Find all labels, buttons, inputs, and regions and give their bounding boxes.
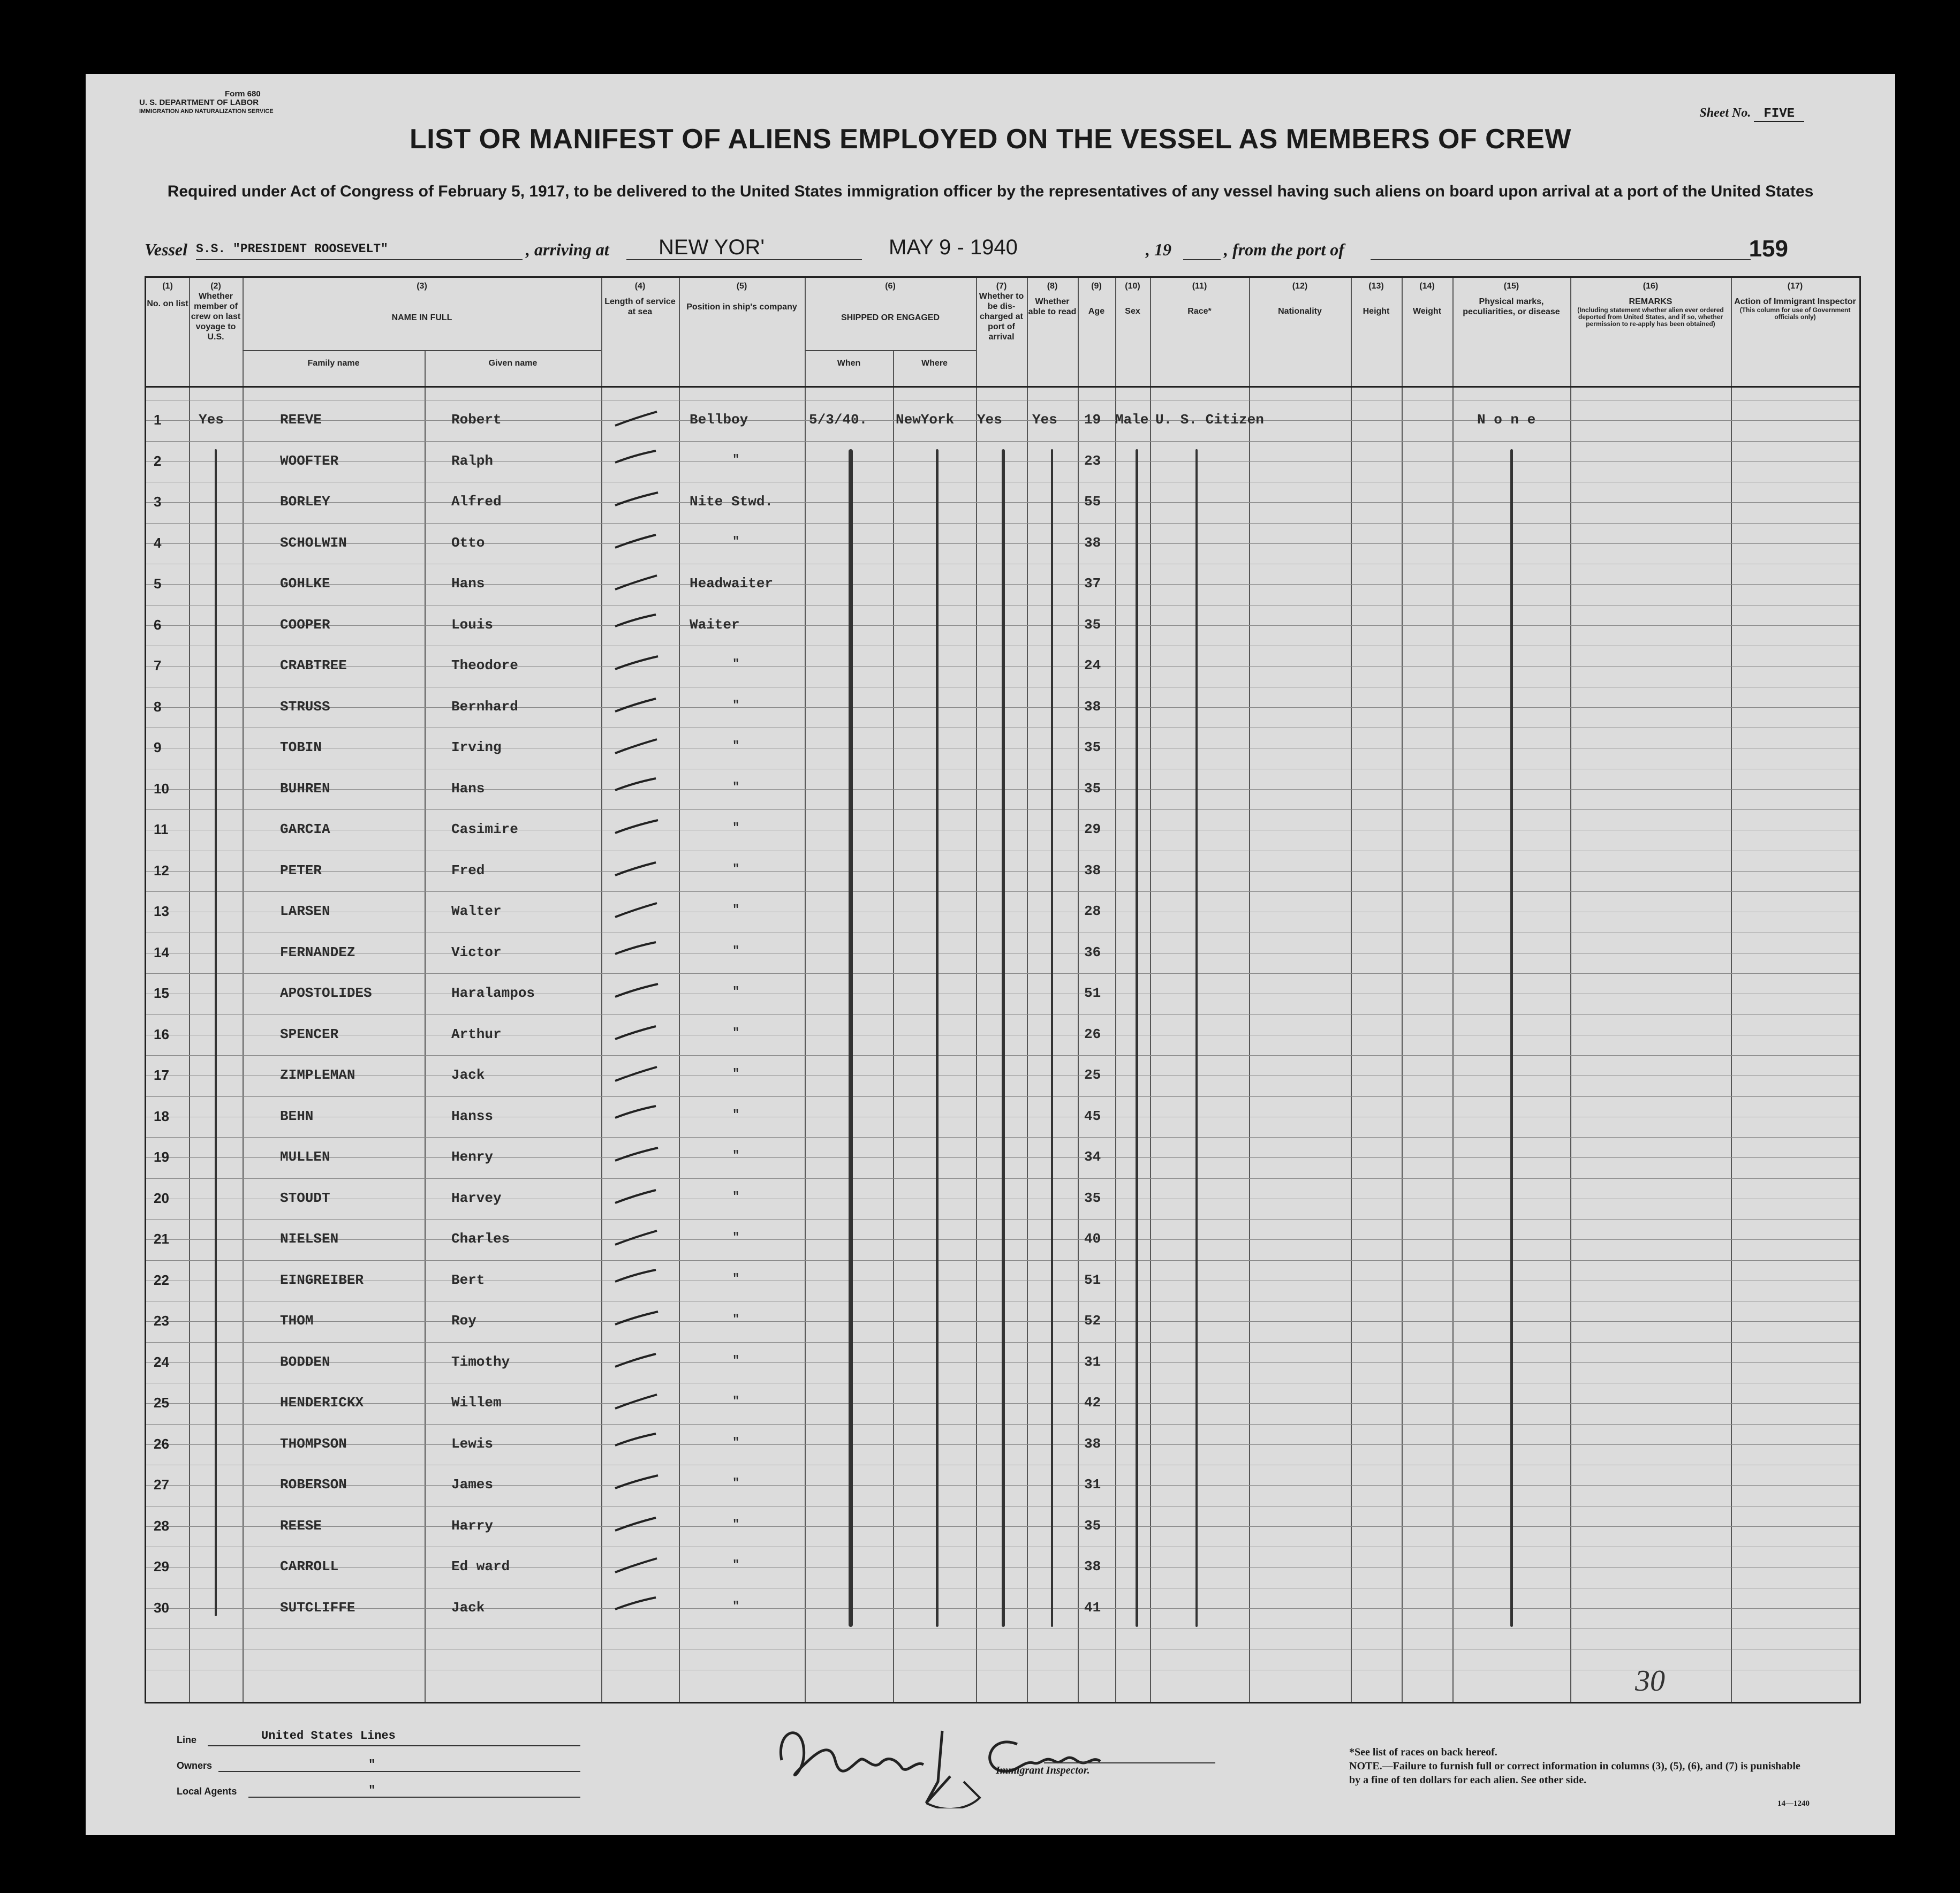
ditto-line-member: [215, 449, 217, 1616]
age: 52: [1084, 1313, 1101, 1329]
position: Bellboy: [690, 412, 748, 428]
position: ": [732, 780, 740, 794]
position: ": [732, 657, 740, 671]
service-pen-stroke: [613, 564, 667, 601]
member-last-voyage: Yes: [199, 412, 224, 428]
col1-header: (1) No. on list: [147, 282, 188, 308]
age: 35: [1084, 1190, 1101, 1206]
inspector-signature: [766, 1701, 1172, 1808]
ditto-line-where: [936, 449, 939, 1627]
given-name-header: Given name: [488, 359, 538, 368]
family-name: BEHN: [280, 1108, 314, 1124]
age: 51: [1084, 985, 1101, 1001]
position: Nite Stwd.: [690, 494, 774, 510]
form-number: Form 680: [225, 89, 261, 99]
ditto-line-when: [849, 449, 853, 1627]
given-name: Harvey: [451, 1190, 502, 1206]
family-name: TOBIN: [280, 739, 322, 755]
row-number: 17: [154, 1067, 169, 1083]
age: 31: [1084, 1476, 1101, 1493]
row-number: 21: [154, 1231, 169, 1247]
department-name: U. S. DEPARTMENT OF LABOR: [139, 98, 259, 107]
header-bottom-rule: [146, 386, 1859, 388]
position: ": [732, 944, 740, 958]
shipped-where: NewYork: [896, 412, 955, 428]
family-name: EINGREIBER: [280, 1271, 364, 1288]
family-name: ZIMPLEMAN: [280, 1067, 355, 1083]
given-name: Louis: [451, 616, 494, 633]
row-number: 7: [154, 657, 162, 673]
given-name: Victor: [451, 944, 502, 960]
ditto-line-sex: [1136, 449, 1138, 1627]
given-name: Hans: [451, 576, 485, 592]
position: ": [732, 1395, 740, 1408]
row-number: 20: [154, 1190, 169, 1206]
service-pen-stroke: [613, 1055, 667, 1093]
position: ": [732, 862, 740, 876]
given-name: Casimire: [451, 821, 518, 837]
row-number: 10: [154, 780, 169, 797]
service-pen-stroke: [613, 973, 667, 1011]
able-to-read: Yes: [1032, 412, 1057, 428]
row-number: 19: [154, 1149, 169, 1165]
given-name: Bert: [451, 1271, 485, 1288]
family-name: WOOFTER: [280, 452, 339, 469]
family-name: SPENCER: [280, 1026, 339, 1042]
family-name: SCHOLWIN: [280, 534, 347, 551]
family-name: NIELSEN: [280, 1231, 339, 1247]
row-number: 2: [154, 452, 162, 469]
penalty-note: NOTE.—Failure to furnish full or correct information in columns (3), (5), (6), and (7) is punishable by a fine of ten dollars for each alien. See other side.: [1349, 1760, 1800, 1786]
row-number: 1: [154, 412, 162, 428]
family-name: BUHREN: [280, 780, 330, 797]
family-name: STRUSS: [280, 698, 330, 715]
family-name: MULLEN: [280, 1149, 330, 1165]
service-pen-stroke: [613, 1219, 667, 1256]
document-subtitle: Required under Act of Congress of February 5, 1917, to be delivered to the United States immigration officer by the representatives of any vessel having such aliens on board upon arrival at a port of the United States: [167, 183, 1814, 200]
given-name: Willem: [451, 1395, 502, 1411]
agents-value: ": [368, 1784, 376, 1797]
given-name: Roy: [451, 1313, 476, 1329]
age: 45: [1084, 1108, 1101, 1124]
row-number: 6: [154, 616, 162, 633]
family-name: STOUDT: [280, 1190, 330, 1206]
row-number: 18: [154, 1108, 169, 1124]
position: ": [732, 698, 740, 712]
table-row: [146, 400, 1859, 441]
form-code: 14—1240: [1777, 1799, 1810, 1808]
age: 41: [1084, 1599, 1101, 1616]
age: 31: [1084, 1353, 1101, 1370]
col5-header: (5) Position in ship's company: [686, 282, 797, 312]
shipped-when: 5/3/40.: [809, 412, 868, 428]
agents-field: [248, 1784, 580, 1798]
position: Headwaiter: [690, 576, 774, 592]
age: 35: [1084, 780, 1101, 797]
age: 19: [1084, 412, 1101, 428]
given-name: Arthur: [451, 1026, 502, 1042]
col7-header: (7) Whether to be dis-charged at port of arrival: [979, 282, 1024, 342]
age: 38: [1084, 1435, 1101, 1452]
crew-table: [145, 276, 1861, 1703]
row-number: 27: [154, 1476, 169, 1493]
family-name: GOHLKE: [280, 576, 330, 592]
age: 26: [1084, 1026, 1101, 1042]
family-name: ROBERSON: [280, 1476, 347, 1493]
age: 35: [1084, 1517, 1101, 1534]
col15-header: (15) Physical marks, peculiarities, or disease: [1463, 282, 1560, 316]
age: 28: [1084, 903, 1101, 919]
footnote: [1349, 1745, 1810, 1811]
service-pen-stroke: [613, 1260, 667, 1298]
row-number: 16: [154, 1026, 169, 1042]
row-number: 5: [154, 576, 162, 592]
given-name: Ed ward: [451, 1558, 510, 1574]
service-pen-stroke: [613, 891, 667, 929]
col2-header: (2) Whether member of crew on last voyage to U.S.: [191, 282, 241, 342]
row-number: 8: [154, 698, 162, 715]
line-value: United States Lines: [261, 1729, 396, 1743]
age: 51: [1084, 1271, 1101, 1288]
ditto-line-marks: [1510, 449, 1513, 1627]
sex: Male: [1115, 412, 1149, 428]
family-name: FERNANDEZ: [280, 944, 355, 960]
service-pen-stroke: [613, 728, 667, 765]
given-name: Hans: [451, 780, 485, 797]
age: 40: [1084, 1231, 1101, 1247]
position: ": [732, 739, 740, 753]
position: ": [732, 1476, 740, 1490]
owners-value: ": [368, 1758, 376, 1771]
given-name: Alfred: [451, 494, 502, 510]
sheet-number-value: FIVE: [1754, 107, 1804, 122]
row-number: 12: [154, 862, 169, 879]
row-number: 15: [154, 985, 169, 1001]
family-name: HENDERICKX: [280, 1395, 364, 1411]
position: Waiter: [690, 616, 740, 633]
row-number: 30: [154, 1599, 169, 1616]
service-pen-stroke: [613, 851, 667, 888]
service-pen-stroke: [613, 933, 667, 970]
service-pen-stroke: [613, 809, 667, 847]
given-name: Fred: [451, 862, 485, 879]
given-name: Ralph: [451, 452, 494, 469]
age: 55: [1084, 494, 1101, 510]
position: ": [732, 534, 740, 548]
races-note: *See list of races on back hereof.: [1349, 1746, 1497, 1758]
owners-field: [218, 1758, 580, 1772]
position: ": [732, 1599, 740, 1613]
given-name: Charles: [451, 1231, 510, 1247]
age: 38: [1084, 1558, 1101, 1574]
family-name: REESE: [280, 1517, 322, 1534]
vessel-name: S.S. "PRESIDENT ROOSEVELT": [196, 236, 523, 260]
col10-header: (10) Sex: [1125, 282, 1140, 316]
family-name: COOPER: [280, 616, 330, 633]
given-name: Irving: [451, 739, 502, 755]
date-stamp: MAY 9 - 1940: [889, 236, 1018, 259]
age: 35: [1084, 616, 1101, 633]
col6-header: (6) SHIPPED OR ENGAGED: [841, 282, 940, 322]
position: ": [732, 452, 740, 466]
position: ": [732, 821, 740, 835]
position: ": [732, 985, 740, 998]
inspector-line: [1044, 1761, 1215, 1763]
position: ": [732, 1517, 740, 1531]
service-pen-stroke: [613, 1383, 667, 1420]
given-name: Lewis: [451, 1435, 494, 1452]
age: 37: [1084, 576, 1101, 592]
given-name: Jack: [451, 1067, 485, 1083]
service-pen-stroke: [613, 605, 667, 642]
row-number: 26: [154, 1435, 169, 1452]
family-name: BODDEN: [280, 1353, 330, 1370]
given-name: Jack: [451, 1599, 485, 1616]
service-pen-stroke: [613, 400, 667, 437]
given-name: Robert: [451, 412, 502, 428]
sheet-number-label: Sheet No.: [1699, 106, 1751, 120]
given-name: Walter: [451, 903, 502, 919]
col12-header: (12) Nationality: [1278, 282, 1322, 316]
row-number: 24: [154, 1353, 169, 1370]
row-number: 4: [154, 534, 162, 551]
family-name: CARROLL: [280, 1558, 339, 1574]
position: ": [732, 1108, 740, 1122]
col9-header: (9) Age: [1088, 282, 1105, 316]
where-header: Where: [921, 359, 948, 368]
manifest-sheet: [86, 74, 1895, 1835]
service-pen-stroke: [613, 1465, 667, 1502]
race-nationality: U. S. Citizen: [1155, 412, 1264, 428]
position: ": [732, 1353, 740, 1367]
family-name: SUTCLIFFE: [280, 1599, 355, 1616]
row-number: 23: [154, 1313, 169, 1329]
age: 36: [1084, 944, 1101, 960]
age: 38: [1084, 534, 1101, 551]
line-label: Line: [177, 1735, 197, 1745]
service-pen-stroke: [613, 687, 667, 724]
service-pen-stroke: [613, 1014, 667, 1052]
given-name: Otto: [451, 534, 485, 551]
position: ": [732, 1149, 740, 1162]
given-name: Henry: [451, 1149, 494, 1165]
agents-label: Local Agents: [177, 1786, 237, 1797]
col13-header: (13) Height: [1363, 282, 1390, 316]
age: 24: [1084, 657, 1101, 673]
given-name: Hanss: [451, 1108, 494, 1124]
ditto-line-read: [1051, 449, 1053, 1627]
row-number: 11: [154, 821, 169, 837]
col4-header: (4) Length of service at sea: [604, 282, 676, 316]
position: ": [732, 1435, 740, 1449]
family-name: BORLEY: [280, 494, 330, 510]
family-name: APOSTOLIDES: [280, 985, 372, 1001]
arriving-label: , arriving at: [526, 240, 609, 259]
family-name: CRABTREE: [280, 657, 347, 673]
ditto-line-race: [1195, 449, 1198, 1627]
service-pen-stroke: [613, 482, 667, 519]
form-identifier: [139, 90, 274, 116]
family-name: THOMPSON: [280, 1435, 347, 1452]
ditto-line-discharged: [1002, 449, 1005, 1627]
age: 38: [1084, 698, 1101, 715]
col3-header: (3) NAME IN FULL: [391, 282, 452, 322]
age: 29: [1084, 821, 1101, 837]
from-port-label: , from the port of: [1224, 240, 1344, 259]
row-number: 29: [154, 1558, 169, 1574]
header-subdivider: [243, 350, 601, 351]
row-number: 25: [154, 1395, 169, 1411]
service-pen-stroke: [613, 1424, 667, 1462]
col11-header: (11) Race*: [1187, 282, 1212, 316]
family-name: PETER: [280, 862, 322, 879]
service-pen-stroke: [613, 1506, 667, 1543]
family-name-header: Family name: [307, 359, 360, 368]
when-header: When: [837, 359, 861, 368]
service-pen-stroke: [613, 646, 667, 683]
vessel-line: [145, 236, 1879, 262]
service-pen-stroke: [613, 523, 667, 561]
row-number: 28: [154, 1517, 169, 1534]
inspector-label: Immigrant Inspector.: [996, 1765, 1090, 1776]
row-number: 14: [154, 944, 169, 960]
service-pen-stroke: [613, 1137, 667, 1175]
year-label: , 19: [1146, 240, 1171, 259]
line-field: [208, 1729, 580, 1746]
row-number: 22: [154, 1271, 169, 1288]
service-pen-stroke: [613, 769, 667, 806]
page-number: 159: [1749, 236, 1788, 262]
position: ": [732, 1190, 740, 1203]
physical-marks: N o n e: [1477, 412, 1536, 428]
row-number: 9: [154, 739, 162, 755]
row-number: 13: [154, 903, 169, 919]
document-title: LIST OR MANIFEST OF ALIENS EMPLOYED ON THE VESSEL AS MEMBERS OF CREW: [410, 124, 1571, 155]
given-name: Haralampos: [451, 985, 535, 1001]
family-name: LARSEN: [280, 903, 330, 919]
col8-header: (8) Whether able to read: [1028, 282, 1077, 316]
discharged: Yes: [977, 412, 1002, 428]
given-name: Bernhard: [451, 698, 518, 715]
service-pen-stroke: [613, 1178, 667, 1216]
family-name: THOM: [280, 1313, 314, 1329]
service-pen-stroke: [613, 441, 667, 479]
col17-header: (17) Action of Immigrant Inspector (This column for use of Government officials only): [1734, 282, 1856, 321]
sheet-number: [1699, 106, 1804, 121]
position: ": [732, 1026, 740, 1040]
owners-label: Owners: [177, 1760, 213, 1771]
service-name: IMMIGRATION AND NATURALIZATION SERVICE: [139, 108, 274, 115]
family-name: GARCIA: [280, 821, 330, 837]
service-pen-stroke: [613, 1588, 667, 1625]
position: ": [732, 1231, 740, 1244]
position: ": [732, 1271, 740, 1285]
position: ": [732, 1067, 740, 1080]
age: 42: [1084, 1395, 1101, 1411]
position: ": [732, 903, 740, 917]
service-pen-stroke: [613, 1342, 667, 1380]
age: 34: [1084, 1149, 1101, 1165]
given-name: James: [451, 1476, 494, 1493]
header-subdivider: [805, 350, 976, 351]
given-name: Harry: [451, 1517, 494, 1534]
total-count: 30: [1635, 1664, 1665, 1698]
age: 38: [1084, 862, 1101, 879]
given-name: Timothy: [451, 1353, 510, 1370]
position: ": [732, 1313, 740, 1326]
service-pen-stroke: [613, 1301, 667, 1338]
age: 25: [1084, 1067, 1101, 1083]
given-name: Theodore: [451, 657, 518, 673]
from-port-blank: [1371, 236, 1751, 260]
vessel-label: Vessel: [145, 240, 187, 259]
col16-header: (16) REMARKS (Including statement whether alien ever ordered deported from United States, and if so, whether permission to re-apply has been obtained): [1577, 282, 1724, 328]
arriving-port: NEW YOR': [626, 236, 862, 260]
year-blank: [1183, 236, 1221, 260]
col14-header: (14) Weight: [1412, 282, 1442, 316]
service-pen-stroke: [613, 1547, 667, 1584]
row-number: 3: [154, 494, 162, 510]
service-pen-stroke: [613, 1096, 667, 1134]
position: ": [732, 1558, 740, 1572]
age: 23: [1084, 452, 1101, 469]
family-name: REEVE: [280, 412, 322, 428]
age: 35: [1084, 739, 1101, 755]
